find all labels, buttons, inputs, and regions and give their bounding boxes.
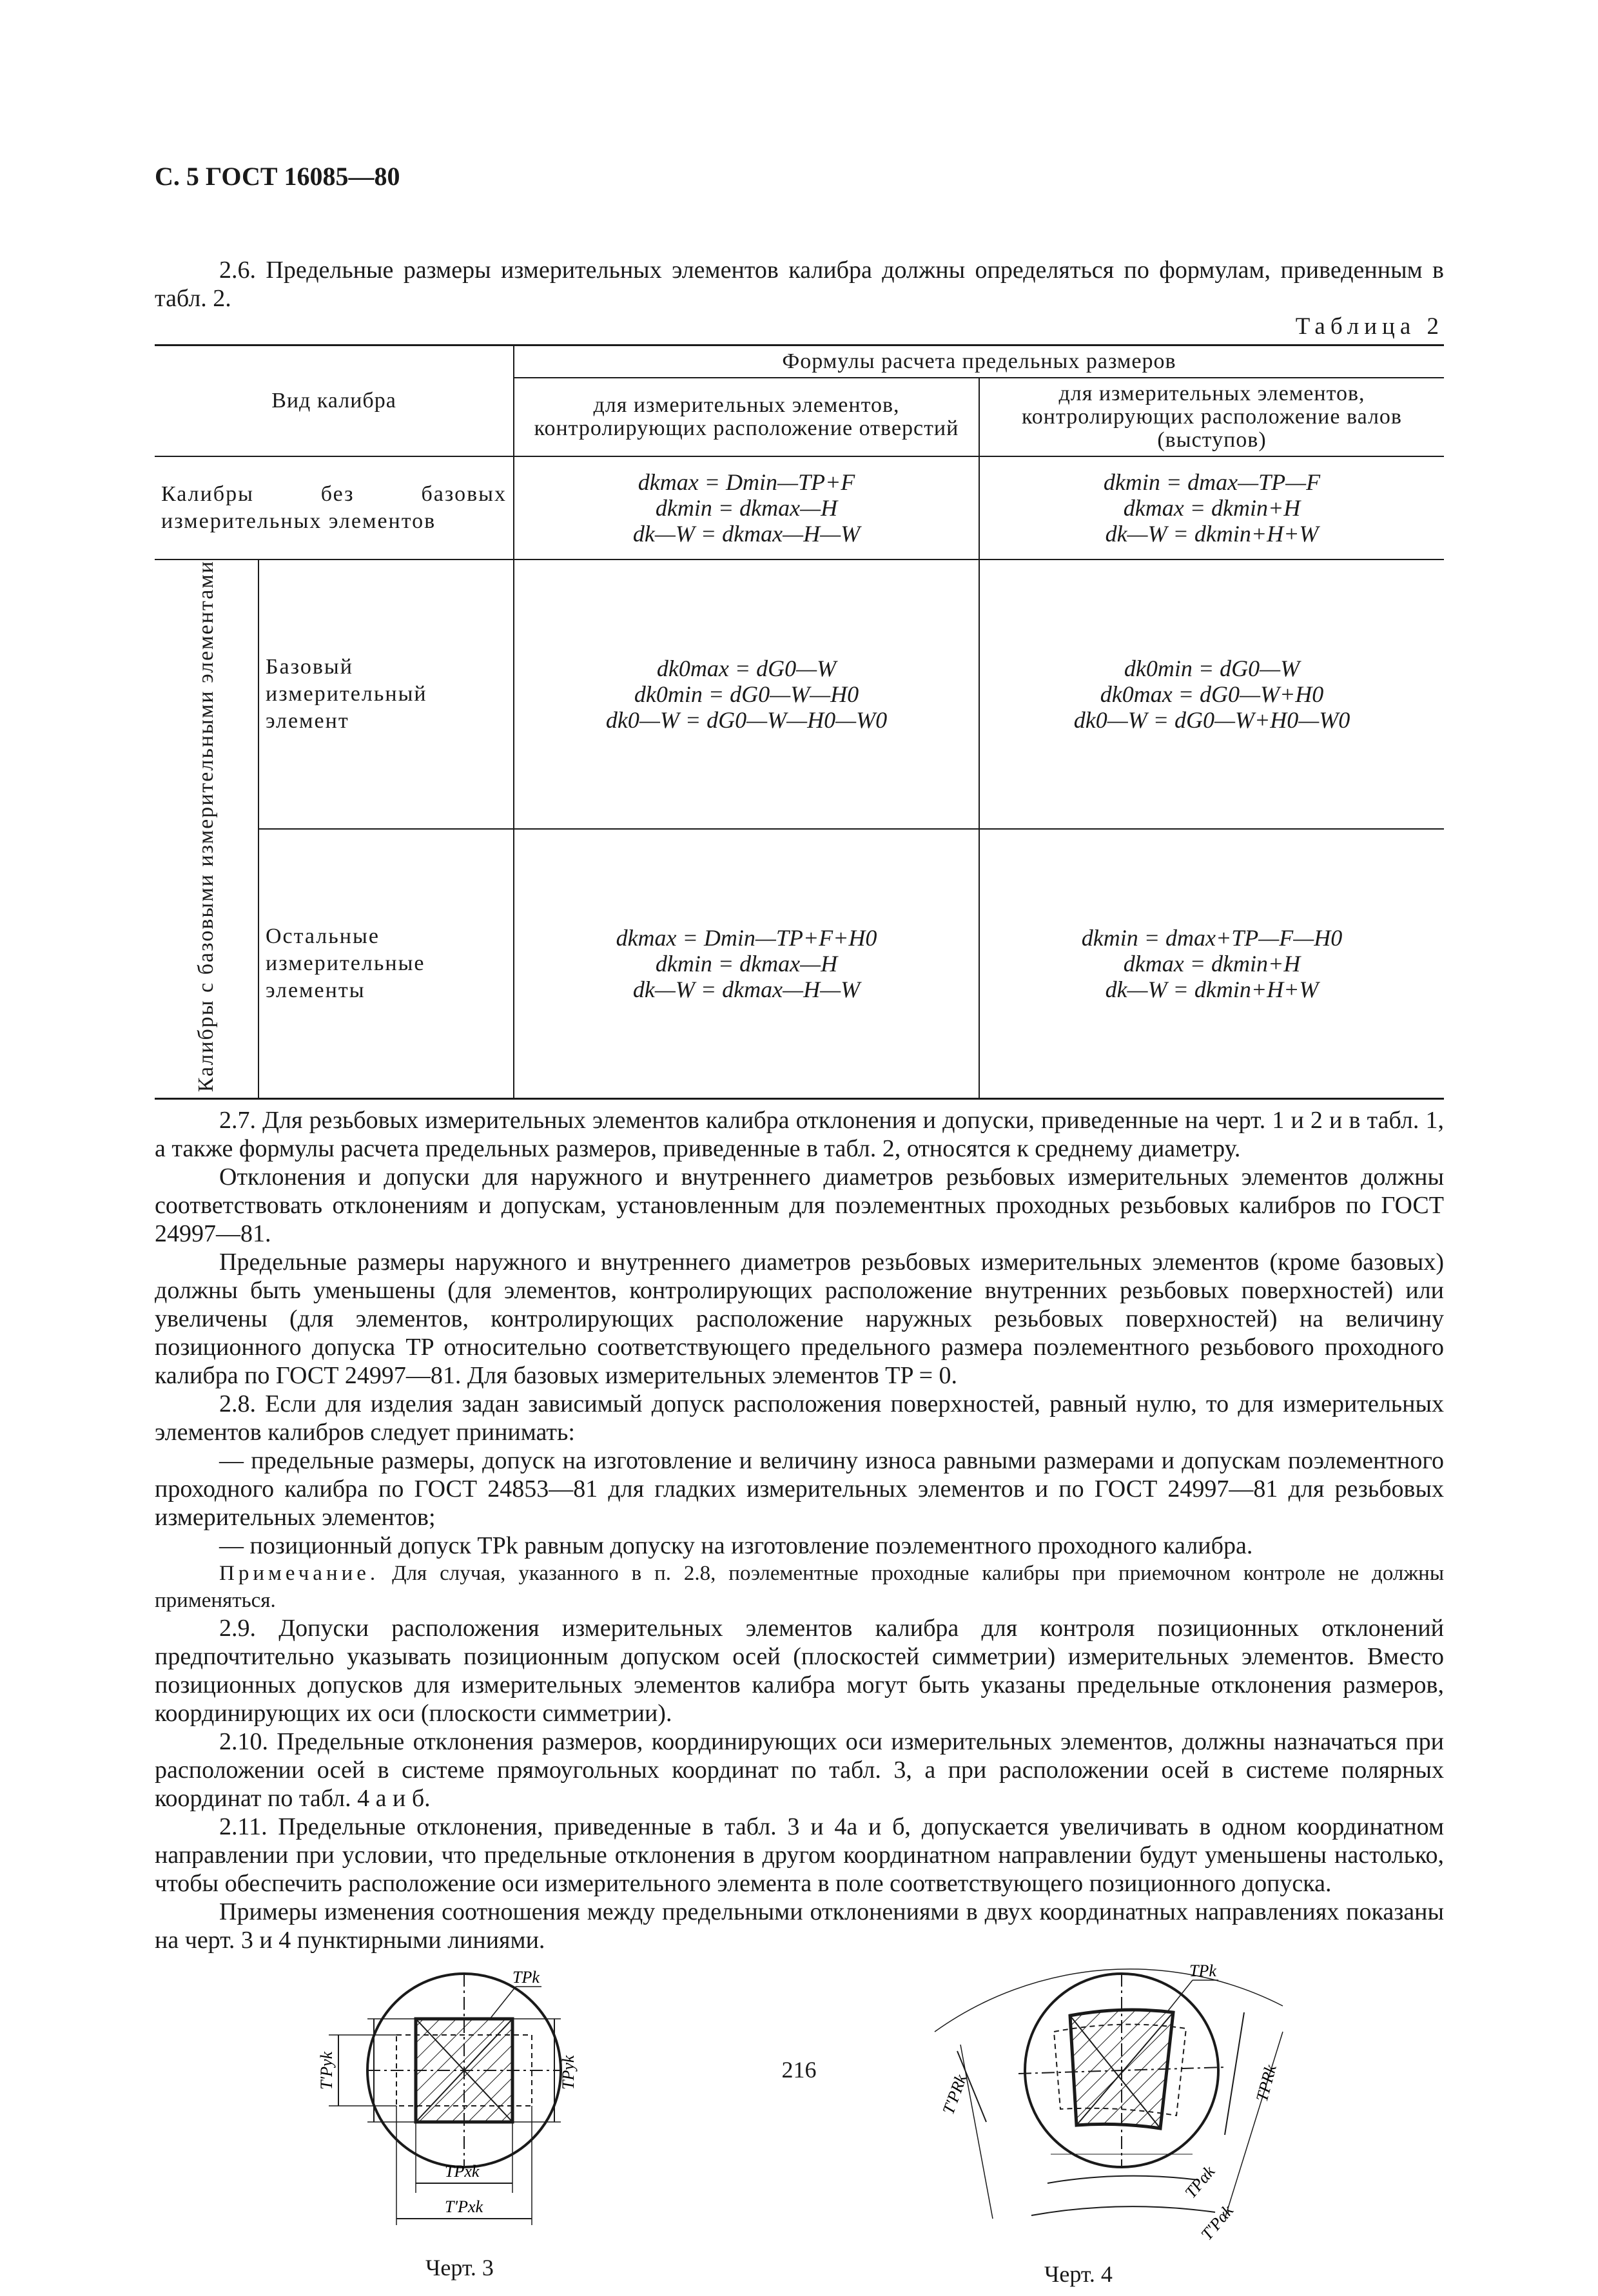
formula: dk0min = dG0—W—H0 bbox=[634, 681, 859, 708]
figures bbox=[155, 1961, 1444, 2296]
formula: dk—W = dkmax—H—W bbox=[632, 521, 861, 547]
paragraph: Предельные размеры наружного и внутреннего диаметров резьбовых измерительных элементов (кроме базовых) должны быть уменьшены (для элементов, контролирующих расположение внутренних резьбовых поверхностей) или увеличены (для элементов, контролирующих расположение наружных резьбовых поверхностей) на величину позиционного допуска TP относительно соответствующего предельного размера поэлементного резьбового проходного калибра по ГОСТ 24997—81. Для базовых измерительных элементов TP = 0. bbox=[155, 1249, 1444, 1390]
figure-4-drawing bbox=[922, 1961, 1360, 2257]
col-header-formulas: Формулы расчета предельных размеров bbox=[514, 345, 1444, 378]
col-header-holes: для измерительных элементов, контролирующих расположение отверстий bbox=[514, 378, 979, 456]
formula: dkmin = dmax—TP—F bbox=[1103, 469, 1321, 495]
formula: dk—W = dkmin+H+W bbox=[1105, 521, 1319, 547]
row-type: Калибры без базовых измерительных элементов bbox=[155, 456, 514, 559]
row-shafts-formulas bbox=[979, 456, 1444, 559]
paragraph: 2.8. Если для изделия задан зависимый допуск расположения поверхностей, равный нулю, то для измерительных элементов калибров следует принимать: bbox=[155, 1390, 1444, 1446]
paragraph: Отклонения и допуски для наружного и внутреннего диаметров резьбовых измерительных элементов должны соответствовать отклонениям и допускам, установленным для поэлементных проходных резьбовых калибров по ГОСТ 24997—81. bbox=[155, 1163, 1444, 1248]
table-row bbox=[155, 456, 1444, 559]
table-row bbox=[155, 829, 1444, 1098]
figure-4-caption: Черт. 4 bbox=[1044, 2261, 1113, 2288]
table-row bbox=[155, 559, 1444, 829]
figure-3-drawing bbox=[251, 1961, 664, 2244]
formula: dk0min = dG0—W bbox=[1124, 656, 1300, 682]
paragraph: 2.11. Предельные отклонения, приведенные в табл. 3 и 4а и б, допускается увеличивать в одном координатном направлении при условии, что предельные отклонения в другом координатном направлении будут уменьшены настолько, чтобы обеспечить расположение оси измерительного элемента в поле соответствующего позиционного допуска. bbox=[155, 1813, 1444, 1898]
paragraph: 2.10. Предельные отклонения размеров, координирующих оси измерительных элементов, должны назначаться при расположении осей в системе прямоугольных координат по табл. 3, а при расположении осей в системе полярных координат по табл. 4 а и б. bbox=[155, 1728, 1444, 1813]
group-label: Калибры с базовыми измерительными элементами bbox=[194, 560, 218, 1093]
row-holes-formulas bbox=[514, 559, 979, 829]
row-holes-formulas bbox=[514, 829, 979, 1098]
page-header: С. 5 ГОСТ 16085—80 bbox=[155, 162, 400, 191]
formula: dkmax = dkmin+H bbox=[1123, 951, 1301, 977]
col-header-type: Вид калибра bbox=[155, 345, 514, 457]
table-2 bbox=[155, 344, 1444, 1100]
page-content bbox=[155, 161, 1444, 2296]
note-text: Для случая, указанного в п. 2.8, поэлементные проходные калибры при приемочном контроле не должны применяться. bbox=[155, 1562, 1444, 1613]
fig3-label-tpyk-prime: T′Pyk bbox=[317, 2052, 336, 2090]
formula: dk0—W = dG0—W+H0—W0 bbox=[1073, 707, 1350, 734]
formula: dk0—W = dG0—W—H0—W0 bbox=[605, 707, 888, 734]
paragraph: Примеры изменения соотношения между предельными отклонениями в двух координатных направлениях показаны на черт. 3 и 4 пунктирными линиями. bbox=[155, 1898, 1444, 1954]
fig4-label-tpak: TPαk bbox=[1181, 2162, 1219, 2203]
formula: dk0max = dG0—W+H0 bbox=[1100, 681, 1324, 708]
formula: dkmax = dkmin+H bbox=[1123, 495, 1301, 521]
col-header-shafts: для измерительных элементов, контролирующих расположение валов (выступов) bbox=[979, 378, 1444, 456]
paragraph: — предельные размеры, допуск на изготовление и величину износа равными размерами и допускам поэлементного проходного калибра по ГОСТ 24853—81 для гладких измерительных элементов и по ГОСТ 24997—81 для резьбовых измерительных элементов; bbox=[155, 1447, 1444, 1532]
formula: dkmin = dmax+TP—F—H0 bbox=[1081, 925, 1343, 951]
fig4-label-tpk: TPk bbox=[1189, 1961, 1216, 1981]
paragraph-2-6: 2.6. Предельные размеры измерительных элементов калибра должны определяться по формулам, приведенным в табл. 2. bbox=[155, 257, 1444, 312]
row-shafts-formulas bbox=[979, 559, 1444, 829]
row-type: Базовый измерительный элемент bbox=[258, 559, 514, 829]
fig3-label-tpyk: TPyk bbox=[559, 2055, 578, 2090]
fig4-label-tprk: TPRk bbox=[1252, 2063, 1280, 2104]
note bbox=[155, 1560, 1444, 1614]
paragraph: 2.7. Для резьбовых измерительных элементов калибра отклонения и допуски, приведенные на черт. 1 и 2 и в табл. 1, а также формулы расчета предельных размеров, приведенные в табл. 2, относятся к среднему диаметру. bbox=[155, 1107, 1444, 1163]
group-label-cell bbox=[155, 559, 258, 1099]
fig4-label-tpak-prime: T′Pαk bbox=[1197, 2201, 1237, 2244]
formula: dkmax = Dmin—TP+F+H0 bbox=[616, 925, 877, 951]
fig3-label-tpk: TPk bbox=[512, 1968, 540, 1987]
formula: dk—W = dkmin+H+W bbox=[1105, 977, 1319, 1003]
row-type: Остальные измерительные элементы bbox=[258, 829, 514, 1098]
formula: dkmin = dkmax—H bbox=[655, 495, 838, 521]
formula: dkmax = Dmin—TP+F bbox=[638, 469, 855, 495]
formula: dk0max = dG0—W bbox=[656, 656, 837, 682]
fig3-label-tpxk: TPxk bbox=[445, 2162, 480, 2181]
row-holes-formulas bbox=[514, 456, 979, 559]
figure-3-caption: Черт. 3 bbox=[425, 2255, 494, 2281]
note-label: Примечание. bbox=[219, 1562, 380, 1586]
paragraph: — позиционный допуск TPk равным допуску на изготовление поэлементного проходного калибра. bbox=[219, 1532, 1253, 1560]
table-caption: Таблица 2 bbox=[1295, 313, 1444, 340]
page-number: 216 bbox=[781, 2057, 817, 2083]
formula: dk—W = dkmax—H—W bbox=[632, 977, 861, 1003]
paragraph: 2.9. Допуски расположения измерительных элементов калибра для контроля позиционных отклонений предпочтительно указывать позиционным допуском осей (плоскостей симметрии) измерительных элементов. Вместо позиционных допусков для измерительных элементов калибра могут быть указаны предельные отклонения размеров, координирующих их оси (плоскости симметрии). bbox=[155, 1615, 1444, 1727]
formula: dkmin = dkmax—H bbox=[655, 951, 838, 977]
row-shafts-formulas bbox=[979, 829, 1444, 1098]
fig4-label-tprk-prime: T′PRk bbox=[939, 2072, 971, 2117]
fig3-label-tpxk-prime: T′Pxk bbox=[445, 2197, 483, 2217]
